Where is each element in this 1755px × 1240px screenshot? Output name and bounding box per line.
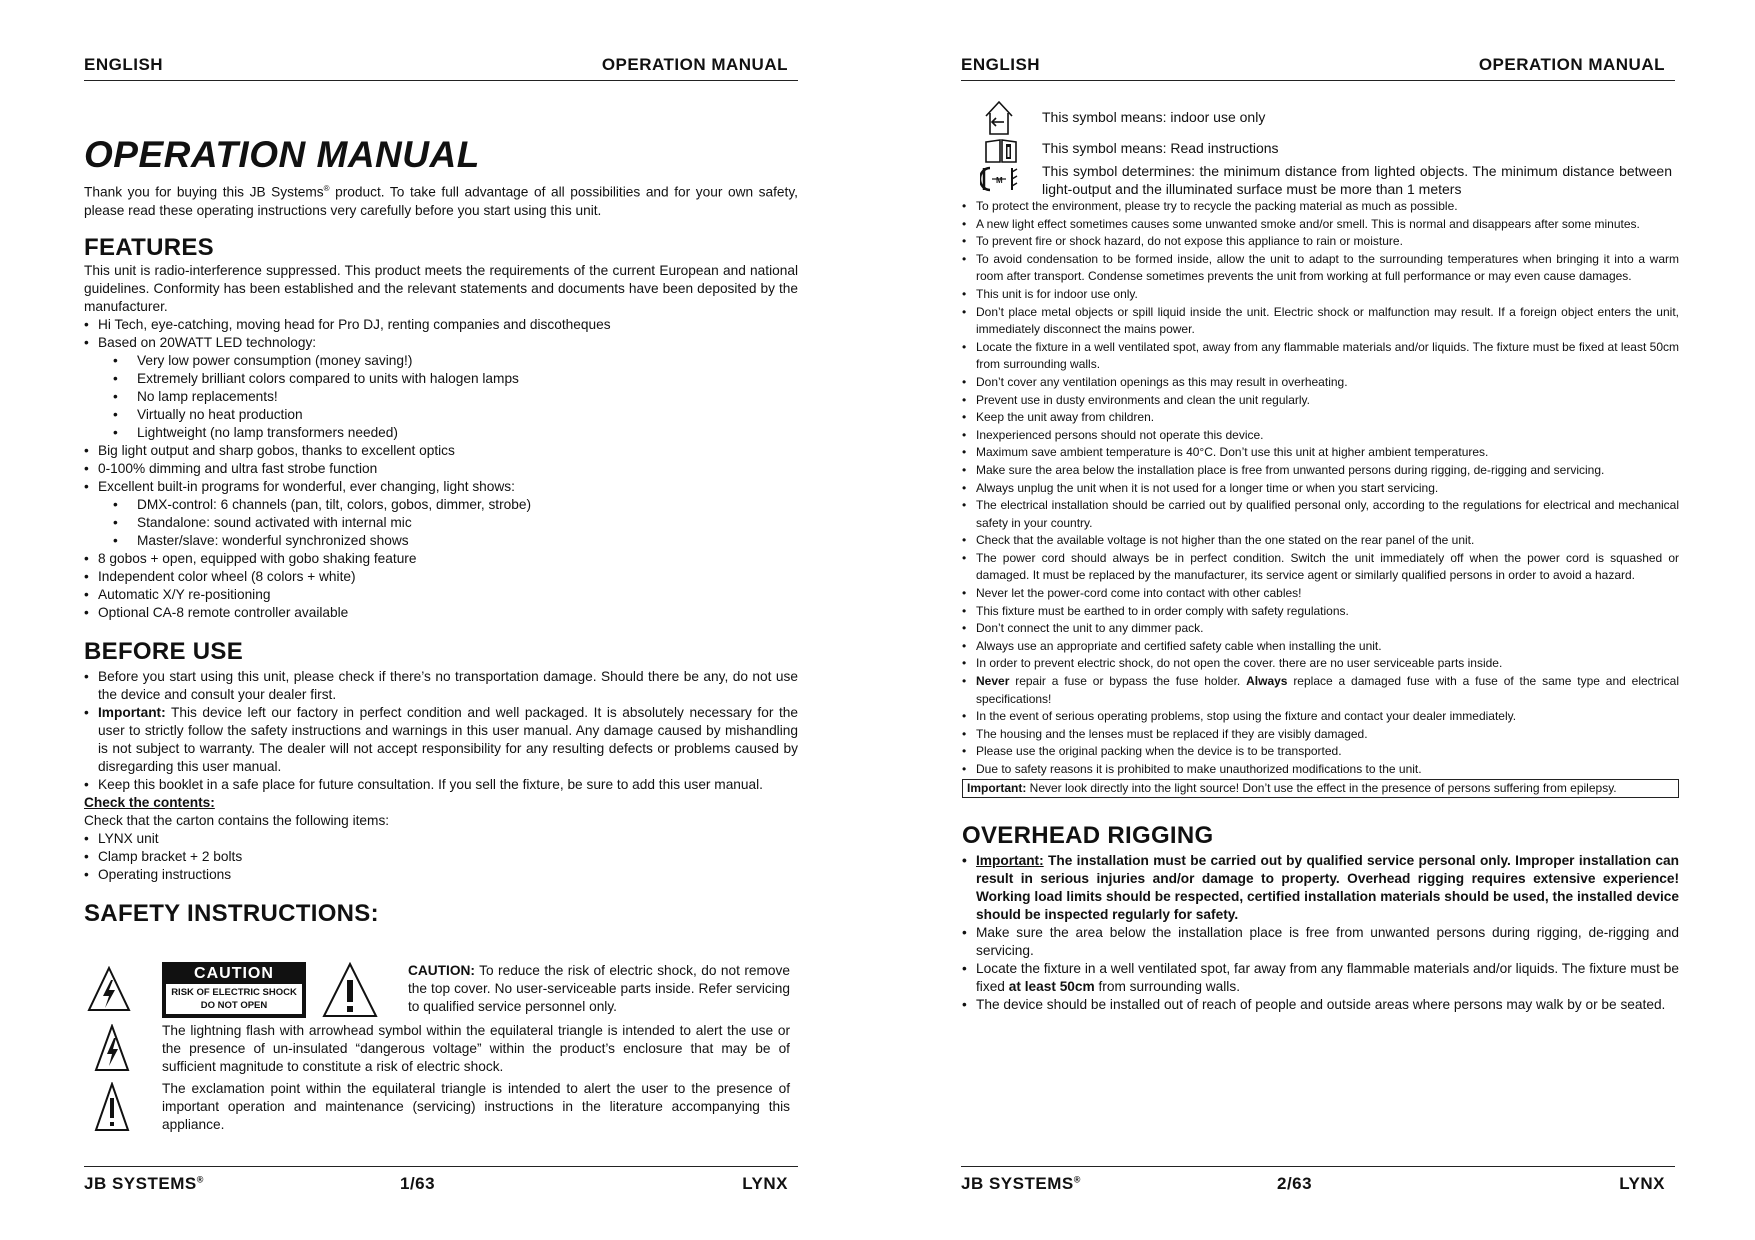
important-box-label: Important: (967, 780, 1027, 795)
list-item: • Keep this booklet in a safe place for future consultation. If you sell the fixture, be sure to add this user manual. (84, 776, 798, 794)
list-item: • Never let the power-cord come into contact with other cables! (962, 585, 1679, 603)
list-item: • 0-100% dimming and ultra fast strobe function (84, 460, 798, 478)
list-item: • In the event of serious operating problems, stop using the fixture and contact your dealer immediately. (962, 708, 1679, 726)
safety-list-container (962, 198, 1679, 1014)
list-item: • Virtually no heat production (84, 406, 798, 424)
list-item: • This unit is for indoor use only. (962, 286, 1679, 304)
main-content (84, 134, 798, 928)
rigging-item3c: from surrounding walls. (1094, 979, 1240, 995)
list-item: • 8 gobos + open, equipped with gobo shaking feature (84, 550, 798, 568)
list-item: • Clamp bracket + 2 bolts (84, 848, 798, 866)
list-item: • Always unplug the unit when it is not used for a longer time or when you start servicing. (962, 480, 1679, 498)
list-item (962, 673, 1679, 708)
list-item: • Inexperienced persons should not operate this device. (962, 427, 1679, 445)
check-contents-label: Check the contents: (84, 794, 215, 810)
list-item: • In order to prevent electric shock, do not open the cover. there are no user serviceable parts inside. (962, 655, 1679, 673)
never-mid: repair a fuse or bypass the fuse holder. (1009, 674, 1247, 689)
list-item: • Lightweight (no lamp transformers needed) (84, 424, 798, 442)
caution-sub2: DO NOT OPEN (200, 1000, 268, 1011)
intro-text-a: Thank you for buying this JB Systems (84, 184, 324, 200)
list-item: • Very low power consumption (money saving!) (84, 352, 798, 370)
footer-model: LYNX (1619, 1174, 1665, 1193)
important-box-text: Never look directly into the light source! Don’t use the effect in the presence of persons suffering from epilepsy. (1026, 780, 1617, 795)
list-item: • Don’t place metal objects or spill liquid inside the unit. Electric shock or malfunction may result. If a foreign object enters the unit, immediately disconnect the mains power. (962, 304, 1679, 339)
features-paragraph: This unit is radio-interference suppressed. This product meets the requirements of the current European and national guidelines. Conformity has been established and the relevant statements and documents have been deposited by the manufacturer. (84, 262, 798, 314)
caution-paragraph (408, 962, 790, 1016)
list-item: • Keep the unit away from children. (962, 409, 1679, 427)
features-list (84, 316, 798, 622)
list-item: • To protect the environment, please try to recycle the packing material as much as possible. (962, 198, 1679, 216)
list-item (962, 852, 1679, 924)
list-item: • Don’t connect the unit to any dimmer pack. (962, 620, 1679, 638)
list-item: • The power cord should always be in perfect condition. Switch the unit immediately off when the power cord is squashed or damaged. It must be replaced by the manufacturer, its service agent or similarly qualified persons in order to avoid a hazard. (962, 550, 1679, 585)
rigging-item3b: at least 50cm (1008, 979, 1095, 995)
list-item: • Always use an appropriate and certified safety cable when installing the unit. (962, 638, 1679, 656)
footer-brand (84, 1174, 204, 1194)
footer-brand-text: JB SYSTEMS (84, 1174, 197, 1193)
never-end: replace a damaged fuse with a fuse of the same type and electrical specifications! (976, 674, 1680, 706)
before-use-heading: BEFORE USE (84, 637, 244, 665)
lightning-paragraph: The lightning flash with arrowhead symbol within the equilateral triangle is intended to alert the use or the presence of un-insulated “dangerous voltage” within the product’s enclosure that may be of sufficient magnitude to constitute a risk of electric shock. (162, 1023, 790, 1074)
exclamation-triangle-icon (94, 1082, 130, 1132)
list-item: • Due to safety reasons it is prohibited to make unauthorized modifications to the unit. (962, 761, 1679, 779)
list-item: • Hi Tech, eye-catching, moving head for Pro DJ, renting companies and discotheques (84, 316, 798, 334)
caution-text: To reduce the risk of electric shock, do not remove the top cover. No user-serviceable parts inside. Refer servicing to qualified service personnel only. (408, 963, 790, 1014)
list-item (962, 960, 1679, 996)
page-footer (84, 1166, 798, 1193)
caution-label: CAUTION (194, 965, 274, 982)
important-label: Important: (98, 704, 166, 720)
caution-label-box (162, 962, 306, 1018)
rigging-important-text: The installation must be carried out by qualified service personal only. Improper installation can result in serious injuries and/or damage to property. Overhead rigging requires extensive experience! Working load limits should be respected, certified installation materials should be used, the installed device should be inspected regularly for safety. (976, 853, 1679, 923)
minimum-distance-icon (980, 164, 1020, 194)
footer-reg: ® (1073, 1174, 1081, 1185)
lightning-warning-icon (87, 966, 131, 1012)
list-item: • Excellent built-in programs for wonderful, ever changing, light shows: (84, 478, 798, 496)
list-item: • Standalone: sound activated with internal mic (84, 514, 798, 532)
exclamation-warning-icon (322, 962, 378, 1018)
intro-paragraph (84, 180, 798, 220)
rigging-important-label: Important: (976, 853, 1044, 869)
list-item: • A new light effect sometimes causes some unwanted smoke and/or smell. This is normal and disappears after some minutes. (962, 216, 1679, 234)
page-number: 2/63 (1277, 1174, 1313, 1193)
footer-reg: ® (196, 1174, 204, 1185)
list-item: • To prevent fire or shock hazard, do not expose this appliance to rain or moisture. (962, 233, 1679, 251)
list-item: • Locate the fixture in a well ventilated spot, away from any flammable materials and/or liquids. The fixture must be fixed at least 50cm from surrounding walls. (962, 339, 1679, 374)
list-item: • Master/slave: wonderful synchronized shows (84, 532, 798, 550)
safety-list (962, 198, 1679, 779)
list-item: • The electrical installation should be carried out by qualified personal only, according to the regulations for electrical and mechanical safety in your country. (962, 497, 1679, 532)
symbol-text-distance: This symbol determines: the minimum distance from lighted objects. The minimum distance between light-output and the illuminated surface must be more than 1 meters (1042, 163, 1672, 197)
list-item: • Extremely brilliant colors compared to units with halogen lamps (84, 370, 798, 388)
important-box (962, 779, 1679, 799)
footer-model: LYNX (742, 1174, 788, 1193)
read-instructions-icon (984, 138, 1018, 164)
list-item: • Before you start using this unit, please check if there’s no transportation damage. Should there be any, do not use the device and consult your dealer first. (84, 668, 798, 704)
list-item (84, 704, 798, 776)
footer-brand-text: JB SYSTEMS (961, 1174, 1074, 1193)
page-header (84, 54, 798, 81)
header-language: ENGLISH (84, 55, 164, 74)
header-title: OPERATION MANUAL (601, 55, 788, 74)
list-item: • The housing and the lenses must be replaced if they are visibly damaged. (962, 726, 1679, 744)
list-item: • Independent color wheel (8 colors + white) (84, 568, 798, 586)
list-item: • DMX-control: 6 channels (pan, tilt, colors, gobos, dimmer, strobe) (84, 496, 798, 514)
page-number: 1/63 (400, 1174, 436, 1193)
registered-mark: ® (323, 184, 330, 193)
exclamation-paragraph: The exclamation point within the equilateral triangle is intended to alert the user to the presence of important operation and maintenance (servicing) instructions in the literature accompanying this appliance. (162, 1081, 790, 1132)
list-item: • The device should be installed out of reach of people and outside areas where persons may walk by or be seated. (962, 996, 1679, 1014)
features-heading: FEATURES (84, 233, 214, 261)
list-item: • LYNX unit (84, 830, 798, 848)
list-item: • Optional CA-8 remote controller available (84, 604, 798, 622)
important-text: This device left our factory in perfect condition and well packaged. It is absolutely necessary for the user to strictly follow the safety instructions and warnings in this user manual. Any damage caused by mishandling is not subject to warranty. The dealer will not accept responsibility for any resulting defects or problems caused by disregarding this user manual. (98, 704, 798, 774)
rigging-heading: OVERHEAD RIGGING (962, 822, 1214, 850)
svg-text:M: M (996, 176, 1003, 185)
list-item: • Operating instructions (84, 866, 798, 884)
symbol-text-indoor: This symbol means: indoor use only (1042, 109, 1266, 125)
check-contents-text: Check that the carton contains the following items: (84, 812, 390, 828)
header-title: OPERATION MANUAL (1478, 55, 1665, 74)
intro-text-b: product. To take full advantage of all possibilities and for your own safety, please read these operating instructions very carefully before you start using this unit. (84, 184, 798, 218)
page-header (961, 54, 1675, 81)
list-item: • Please use the original packing when the device is to be transported. (962, 743, 1679, 761)
caution-sublabel (166, 984, 302, 1014)
header-language: ENGLISH (961, 55, 1041, 74)
before-use-list (84, 668, 798, 794)
list-item: • Based on 20WATT LED technology: (84, 334, 798, 352)
list-item: • Automatic X/Y re-positioning (84, 586, 798, 604)
indoor-house-icon (984, 100, 1014, 136)
rigging-list (962, 852, 1679, 1014)
list-item: • Make sure the area below the installation place is free from unwanted persons during rigging, de-rigging and servicing. (962, 924, 1679, 960)
list-item: • Prevent use in dusty environments and clean the unit regularly. (962, 392, 1679, 410)
symbol-text-read: This symbol means: Read instructions (1042, 140, 1279, 156)
list-item: • Make sure the area below the installation place is free from unwanted persons during rigging, de-rigging and servicing. (962, 462, 1679, 480)
always-bold: Always (1246, 674, 1288, 689)
caution-sub1: RISK OF ELECTRIC SHOCK (171, 987, 297, 998)
list-item: • No lamp replacements! (84, 388, 798, 406)
caution-bold: CAUTION: (408, 963, 475, 978)
check-contents-heading (84, 794, 798, 812)
never-bold: Never (976, 674, 1010, 689)
rigging-item3a: Locate the fixture in a well ventilated spot, far away from any flammable materials and/or liquids. The fixture must be fixed (976, 961, 1679, 995)
page-title: OPERATION MANUAL (84, 134, 480, 175)
list-item: • Maximum save ambient temperature is 40°C. Don’t use this unit at higher ambient temperatures. (962, 444, 1679, 462)
list-item: • Big light output and sharp gobos, thanks to excellent optics (84, 442, 798, 460)
lightning-triangle-icon (94, 1024, 130, 1072)
list-item: • This fixture must be earthed to in order comply with safety regulations. (962, 603, 1679, 621)
list-item: • To avoid condensation to be formed inside, allow the unit to adapt to the surrounding temperatures when bringing it into a warm room after transport. Condense sometimes prevents the unit from working at full performance or may even cause damages. (962, 251, 1679, 286)
contents-list (84, 830, 798, 884)
list-item: • Don’t cover any ventilation openings as this may result in overheating. (962, 374, 1679, 392)
list-item: • Check that the available voltage is not higher than the one stated on the rear panel of the unit. (962, 532, 1679, 550)
safety-heading: SAFETY INSTRUCTIONS: (84, 899, 379, 927)
